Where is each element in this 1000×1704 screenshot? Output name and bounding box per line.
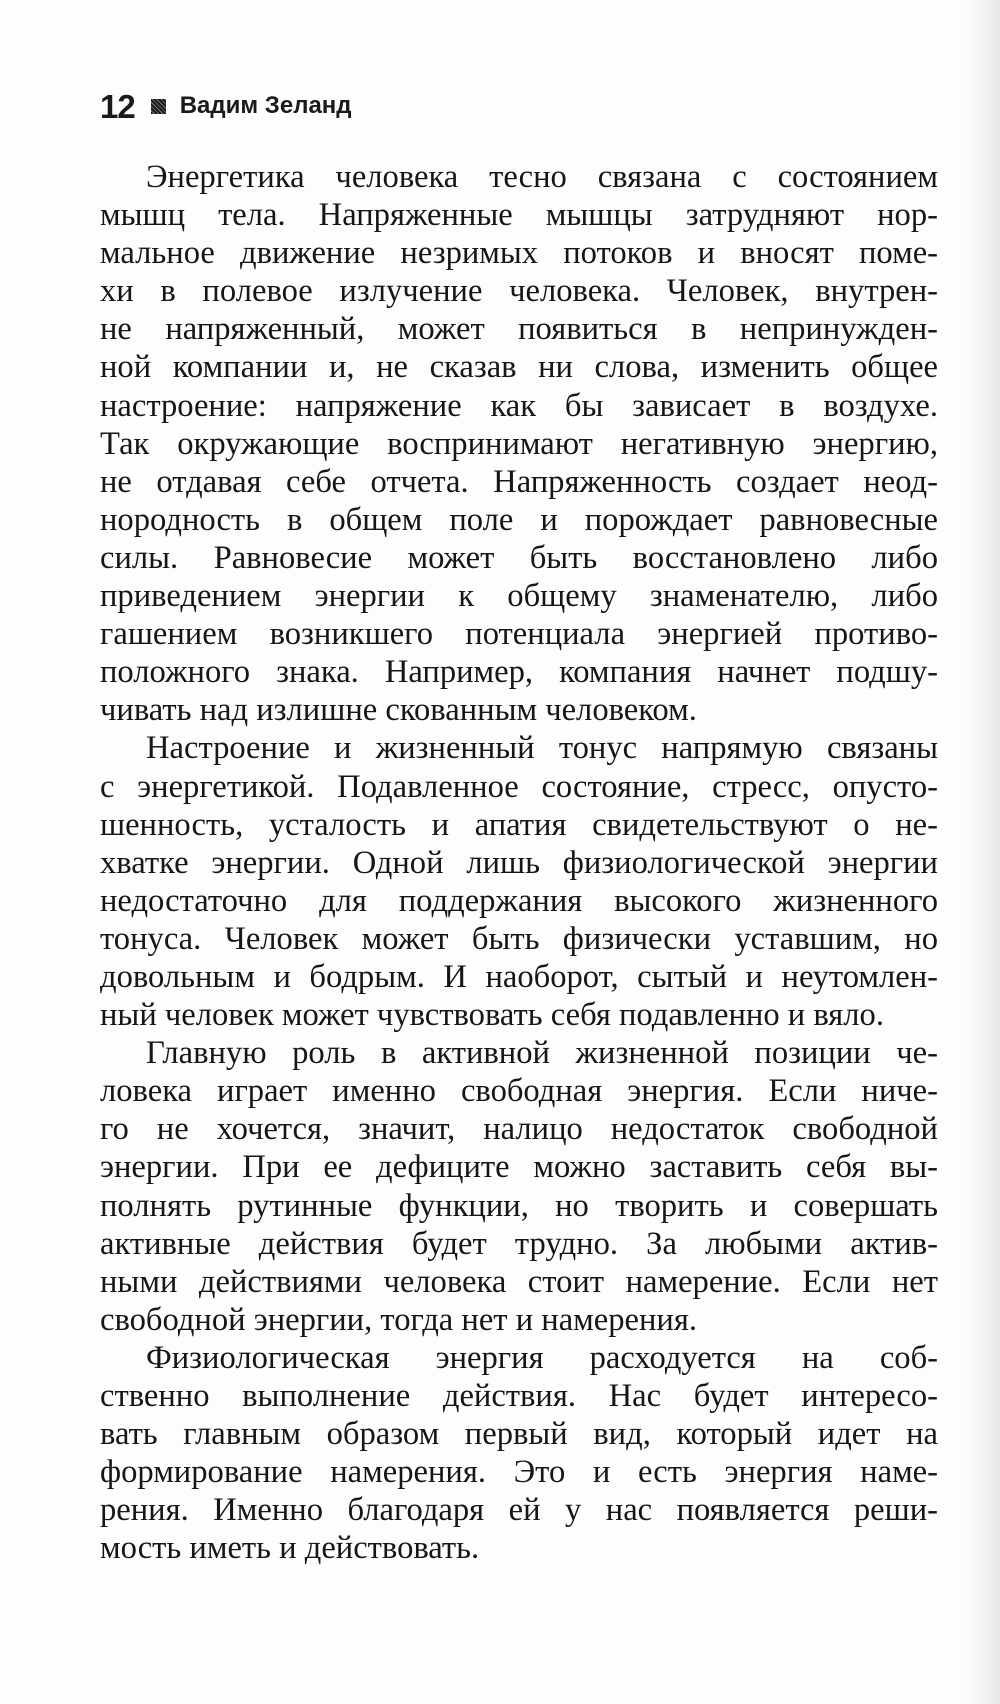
paragraph [100, 158, 938, 729]
text-line: гашением возникшего потенциала энергией противо- [100, 616, 938, 653]
text-line: ловека играет именно свободная энергия. Если ниче- [100, 1073, 938, 1110]
author-name: Вадим Зеланд [179, 92, 352, 119]
text-line: силы. Равновесие может быть восстановлено либо [100, 539, 938, 576]
text-line: ными действиями человека стоит намерение. Если нет [100, 1263, 938, 1300]
page-number: 12 [100, 87, 135, 125]
text-line: Так окружающие воспринимают негативную энергию, [100, 425, 938, 462]
text-line: нородность в общем поле и порождает равновесные [100, 501, 938, 538]
text-line: не напряженный, может появиться в непринужден- [100, 311, 938, 348]
text-line: формирование намерения. Это и есть энергия наме- [100, 1454, 938, 1491]
text-line: энергии. При ее дефиците можно заставить себя вы- [100, 1149, 938, 1186]
text-line: вать главным образом первый вид, который идет на [100, 1416, 938, 1453]
text-line: ственно выполнение действия. Нас будет интересо- [100, 1378, 938, 1414]
paragraph [100, 1034, 938, 1339]
page-edge-shadow [964, 0, 1000, 1704]
text-line: свободной энергии, тогда нет и намерения. [100, 1301, 697, 1338]
text-line: шенность, усталость и апатия свидетельствуют о не- [100, 806, 938, 843]
text-line: с энергетикой. Подавленное состояние, стресс, опусто- [100, 768, 938, 805]
paragraph [100, 1339, 938, 1568]
text-line: го не хочется, значит, налицо недостаток свободной [100, 1111, 938, 1148]
text-line: мышц тела. Напряженные мышцы затрудняют нор- [100, 197, 938, 234]
text-line: тонуса. Человек может быть физически уставшим, но [100, 920, 938, 957]
paragraph [100, 729, 938, 1034]
text-line: не отдавая себе отчета. Напряженность создает неод- [100, 463, 938, 500]
text-line: полнять рутинные функции, но творить и совершать [100, 1187, 938, 1224]
text-line: Главную роль в активной жизненной позиции че- [146, 1035, 938, 1072]
text-line: настроение: напряжение как бы зависает в воздухе. [100, 387, 938, 424]
running-head [100, 86, 352, 126]
text-line: мальное движение незримых потоков и вносят поме- [100, 235, 938, 272]
text-line: мость иметь и действовать. [100, 1530, 480, 1567]
square-bullet-icon [151, 99, 166, 114]
text-line: Физиологическая энергия расходуется на соб- [146, 1339, 938, 1376]
text-line: приведением энергии к общему знаменателю, либо [100, 578, 938, 615]
text-line: Энергетика человека тесно связана с состоянием [146, 159, 938, 195]
text-line: ной компании и, не сказав ни слова, изменить общее [100, 349, 938, 386]
text-line: рения. Именно благодаря ей у нас появляется реши- [100, 1492, 938, 1529]
text-line: Настроение и жизненный тонус напрямую связаны [146, 730, 938, 767]
text-line: положного знака. Например, компания начнет подшу- [100, 654, 938, 691]
text-line: хи в полевое излучение человека. Человек, внутрен- [100, 273, 938, 310]
text-line: хватке энергии. Одной лишь физиологической энергии [100, 844, 938, 881]
text-line: довольным и бодрым. И наоборот, сытый и неутомлен- [100, 958, 938, 995]
text-line: недостаточно для поддержания высокого жизненного [100, 882, 938, 919]
body-text [100, 158, 938, 1567]
text-line: ный человек может чувствовать себя подавленно и вяло. [100, 997, 884, 1034]
text-line: чивать над излишне скованным человеком. [100, 692, 697, 729]
text-line: активные действия будет трудно. За любыми актив- [100, 1225, 938, 1262]
